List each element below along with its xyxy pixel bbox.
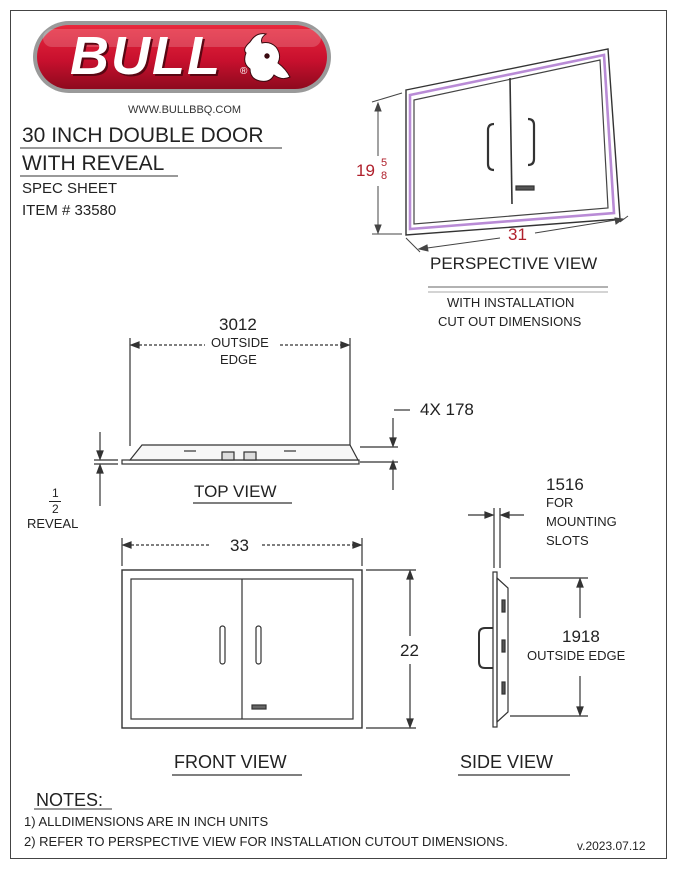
notes-heading: NOTES: xyxy=(36,790,104,810)
side-view-label: SIDE VIEW xyxy=(460,752,554,772)
top-view-width-value: 3012 xyxy=(219,315,257,334)
perspective-height-whole: 19 xyxy=(356,161,375,180)
side-view-height-label: OUTSIDE EDGE xyxy=(527,648,626,663)
front-view-width: 33 xyxy=(230,536,249,555)
front-view-label: FRONT VIEW xyxy=(174,752,287,772)
version-label: v.2023.07.12 xyxy=(577,839,646,853)
top-view-width-edge: EDGE xyxy=(220,352,257,367)
side-view-height: 1918 xyxy=(562,627,600,646)
reveal-denominator: 2 xyxy=(52,502,59,516)
mounting-slot-value: 1516 xyxy=(546,475,584,494)
item-number: ITEM # 33580 xyxy=(22,202,117,219)
reveal-label: REVEAL xyxy=(27,516,79,531)
reveal-numerator: 1 xyxy=(52,486,59,500)
mounting-slot-mounting: MOUNTING xyxy=(546,514,617,529)
top-view-width-outside: OUTSIDE xyxy=(211,335,269,350)
logo-text: BULL xyxy=(70,26,222,86)
perspective-width: 31 xyxy=(508,225,527,244)
perspective-height-denominator: 8 xyxy=(381,170,388,182)
note-item-1: 1) ALLDIMENSIONS ARE IN INCH UNITS xyxy=(24,814,269,829)
reveal-fraction-bar xyxy=(49,501,61,502)
mounting-slot-slots: SLOTS xyxy=(546,533,589,548)
installation-note-line-1: WITH INSTALLATION xyxy=(447,295,575,310)
spec-sheet-label: SPEC SHEET xyxy=(22,180,118,197)
top-view-label: TOP VIEW xyxy=(194,482,277,501)
perspective-drawing xyxy=(406,49,620,235)
installation-note-line-2: CUT OUT DIMENSIONS xyxy=(438,314,582,329)
mounting-slot-for: FOR xyxy=(546,495,574,510)
perspective-view-label: PERSPECTIVE VIEW xyxy=(430,254,598,273)
note-item-2: 2) REFER TO PERSPECTIVE VIEW FOR INSTALLATION CUTOUT DIMENSIONS. xyxy=(24,834,508,849)
front-view-drawing xyxy=(122,538,416,775)
title-line-2: WITH REVEAL xyxy=(22,152,165,175)
top-view-depth: 4X 178 xyxy=(420,400,474,419)
website-url: WWW.BULLBBQ.COM xyxy=(128,104,242,116)
front-view-height: 22 xyxy=(400,641,419,660)
registered-mark: ® xyxy=(240,66,248,77)
title-line-1: 30 INCH DOUBLE DOOR xyxy=(22,124,264,147)
perspective-height-numerator: 5 xyxy=(381,157,388,169)
